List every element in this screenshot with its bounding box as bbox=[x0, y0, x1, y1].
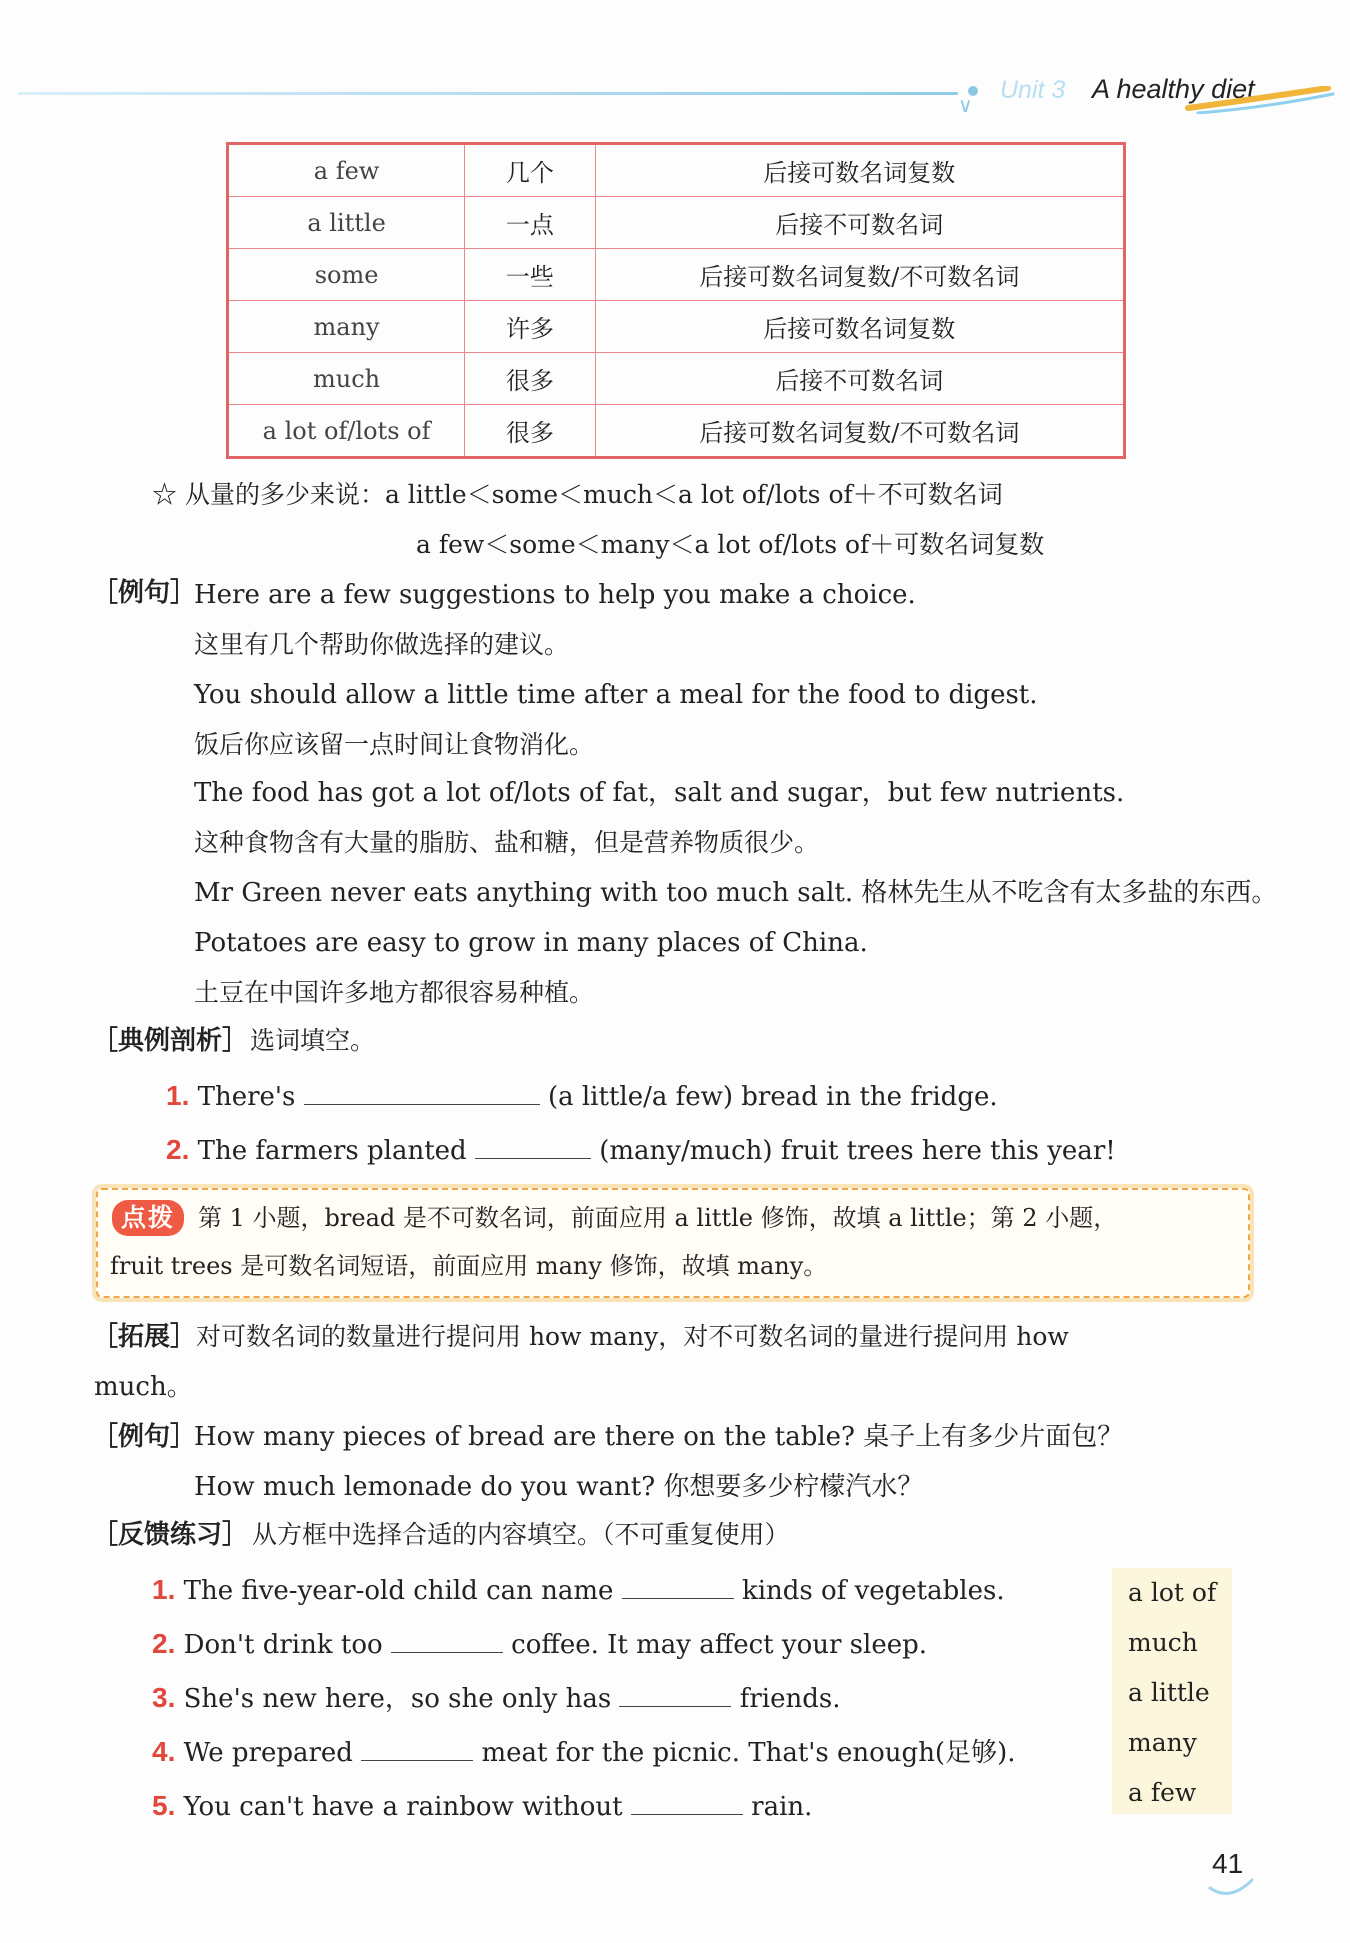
example-line: Here are a few suggestions to help you make a choice. bbox=[194, 580, 916, 610]
example-line: The food has got a lot of/lots of fat，salt and sugar，but few nutrients. bbox=[194, 778, 1125, 808]
item-text: (a little/a few) bread in the fridge. bbox=[547, 1082, 998, 1112]
practice-item-5 bbox=[152, 1790, 812, 1820]
tip-box bbox=[96, 1188, 1250, 1298]
item-text: kinds of vegetables. bbox=[741, 1576, 1005, 1606]
quantifier-table bbox=[226, 142, 1126, 459]
table-cell-meaning: 一点 bbox=[465, 197, 595, 249]
extension-line-1: 对可数名词的数量进行提问用 how many，对不可数名词的量进行提问用 how bbox=[196, 1322, 1069, 1351]
answer-blank[interactable] bbox=[304, 1080, 540, 1105]
table-row bbox=[228, 405, 1125, 458]
example-line: Mr Green never eats anything with too much salt. 格林先生从不吃含有太多盐的东西。 bbox=[194, 878, 1278, 908]
table-row bbox=[228, 197, 1125, 249]
table-cell-word: a little bbox=[228, 197, 465, 249]
chevron-down-icon: ∨ bbox=[958, 93, 973, 117]
table-cell-word: some bbox=[228, 249, 465, 301]
table-cell-usage: 后接可数名词复数 bbox=[595, 144, 1124, 197]
example-tag: ［例句］ bbox=[92, 578, 197, 608]
word-bank bbox=[1112, 1568, 1232, 1814]
word-bank-item: a lot of bbox=[1128, 1578, 1217, 1607]
extension-line-2: much。 bbox=[94, 1372, 193, 1402]
table-cell-meaning: 很多 bbox=[465, 353, 595, 405]
tip-line-2: fruit trees 是可数名词短语，前面应用 many 修饰，故填 many。 bbox=[110, 1252, 828, 1280]
analysis-tag: ［典例剖析］ bbox=[92, 1026, 249, 1056]
item-text: You can't have a rainbow without bbox=[183, 1792, 623, 1822]
answer-blank[interactable] bbox=[391, 1628, 503, 1653]
item-text: She's new here，so she only has bbox=[183, 1684, 612, 1714]
item-number: 4. bbox=[152, 1736, 176, 1767]
unit-label: Unit 3 bbox=[1000, 76, 1066, 104]
item-text: There's bbox=[197, 1082, 296, 1112]
table-cell-meaning: 一些 bbox=[465, 249, 595, 301]
page-number-arc bbox=[1206, 1876, 1256, 1900]
item-number: 1. bbox=[152, 1574, 176, 1605]
item-text: Don't drink too bbox=[183, 1630, 383, 1660]
practice-item-3 bbox=[152, 1682, 840, 1712]
practice-item-4 bbox=[152, 1736, 1016, 1766]
answer-blank[interactable] bbox=[361, 1736, 473, 1761]
word-bank-item: many bbox=[1128, 1728, 1197, 1757]
extension-tag: ［拓展］ bbox=[92, 1322, 197, 1352]
swoosh-icon bbox=[1178, 86, 1338, 114]
answer-blank[interactable] bbox=[631, 1790, 743, 1815]
item-text: (many/much) fruit trees here this year! bbox=[599, 1136, 1116, 1166]
table-cell-usage: 后接可数名词复数/不可数名词 bbox=[595, 405, 1124, 458]
example2-line-2: How much lemonade do you want? 你想要多少柠檬汽水？ bbox=[194, 1472, 924, 1502]
table-cell-word: a few bbox=[228, 144, 465, 197]
example-line: Potatoes are easy to grow in many places of China. bbox=[194, 928, 868, 958]
item-number: 3. bbox=[152, 1682, 176, 1713]
practice-item-1 bbox=[152, 1574, 1005, 1604]
example2-line-1: How many pieces of bread are there on the table? 桌子上有多少片面包？ bbox=[194, 1422, 1124, 1452]
note-line-1: ☆ 从量的多少来说：a little＜some＜much＜a lot of/lots of＋不可数名词 bbox=[152, 480, 1003, 509]
item-text: meat for the picnic. That's enough(足够). bbox=[481, 1738, 1016, 1768]
table-cell-meaning: 很多 bbox=[465, 405, 595, 458]
item-text: friends. bbox=[739, 1684, 841, 1714]
table-cell-word: a lot of/lots of bbox=[228, 405, 465, 458]
item-number: 2. bbox=[166, 1134, 190, 1165]
note-line-2: a few＜some＜many＜a lot of/lots of＋可数名词复数 bbox=[416, 530, 1045, 559]
table-cell-word: many bbox=[228, 301, 465, 353]
item-text: We prepared bbox=[183, 1738, 353, 1768]
item-number: 1. bbox=[166, 1080, 190, 1111]
example-line: 这种食物含有大量的脂肪、盐和糖，但是营养物质很少。 bbox=[194, 828, 820, 857]
table-row bbox=[228, 249, 1125, 301]
word-bank-item: much bbox=[1128, 1628, 1198, 1657]
item-number: 5. bbox=[152, 1790, 176, 1821]
table-cell-usage: 后接不可数名词 bbox=[595, 197, 1124, 249]
analysis-instruction: 选词填空。 bbox=[250, 1026, 376, 1055]
answer-blank[interactable] bbox=[622, 1574, 734, 1599]
example-line: 这里有几个帮助你做选择的建议。 bbox=[194, 630, 570, 659]
page-number: 41 bbox=[1212, 1848, 1244, 1879]
word-bank-item: a few bbox=[1128, 1778, 1197, 1807]
item-text: The farmers planted bbox=[197, 1136, 467, 1166]
answer-blank[interactable] bbox=[475, 1134, 591, 1159]
example-line: 土豆在中国许多地方都很容易种植。 bbox=[194, 978, 595, 1007]
item-text: rain. bbox=[751, 1792, 813, 1822]
table-row bbox=[228, 144, 1125, 197]
table-cell-meaning: 许多 bbox=[465, 301, 595, 353]
unit-title: A healthy diet bbox=[1092, 74, 1255, 104]
table-row bbox=[228, 353, 1125, 405]
analysis-item-1 bbox=[166, 1080, 998, 1110]
table-row bbox=[228, 301, 1125, 353]
table-cell-usage: 后接可数名词复数/不可数名词 bbox=[595, 249, 1124, 301]
tip-line-1: 第 1 小题，bread 是不可数名词，前面应用 a little 修饰，故填 a little；第 2 小题， bbox=[198, 1204, 1118, 1232]
item-text: The five-year-old child can name bbox=[183, 1576, 614, 1606]
item-text: coffee. It may affect your sleep. bbox=[511, 1630, 928, 1660]
example2-tag: ［例句］ bbox=[92, 1422, 197, 1452]
practice-instruction: 从方框中选择合适的内容填空。（不可重复使用） bbox=[252, 1520, 790, 1549]
table-cell-usage: 后接可数名词复数 bbox=[595, 301, 1124, 353]
word-bank-item: a little bbox=[1128, 1678, 1210, 1707]
example-line: You should allow a little time after a meal for the food to digest. bbox=[194, 680, 1038, 710]
answer-blank[interactable] bbox=[619, 1682, 731, 1707]
practice-item-2 bbox=[152, 1628, 927, 1658]
analysis-item-2 bbox=[166, 1134, 1116, 1164]
table-cell-word: much bbox=[228, 353, 465, 405]
tip-badge: 点拨 bbox=[112, 1200, 184, 1236]
header-rule bbox=[18, 92, 958, 95]
practice-tag: ［反馈练习］ bbox=[92, 1520, 249, 1550]
table-cell-usage: 后接不可数名词 bbox=[595, 353, 1124, 405]
item-number: 2. bbox=[152, 1628, 176, 1659]
table-cell-meaning: 几个 bbox=[465, 144, 595, 197]
example-line: 饭后你应该留一点时间让食物消化。 bbox=[194, 730, 595, 759]
